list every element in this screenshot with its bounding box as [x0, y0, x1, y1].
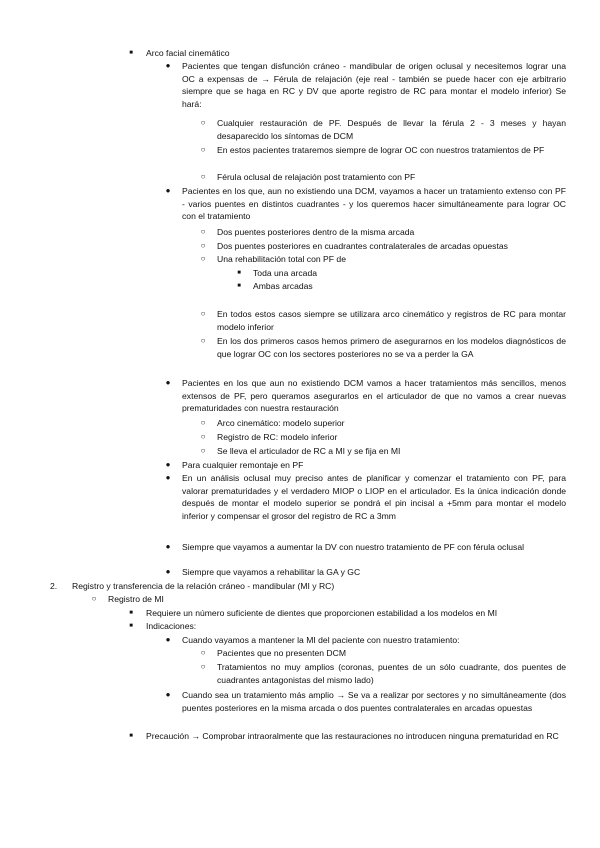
list-item-text: Cuando vayamos a mantener la MI del paciente con nuestro tratamiento: — [182, 635, 460, 645]
circle-bullet-icon: ○ — [200, 172, 206, 181]
circle-bullet-icon: ○ — [200, 662, 206, 671]
circle-bullet-icon: ○ — [200, 227, 206, 236]
circle-bullet-icon: ○ — [200, 241, 206, 250]
list-item-text: Registro de MI — [108, 594, 164, 604]
circle-bullet-icon: ○ — [200, 118, 206, 127]
list-item-text: Pacientes que tengan disfunción cráneo - mandibular de origen oclusal y necesitemos lograr una OC a expensas de → Férula de relajación (eje real - también se puede hacer con eje arbitrario siempre que se haga en RC y DV que aporte registro de RC para montar el modelo inferior) Se hará: — [182, 61, 566, 109]
square-bullet-icon: ■ — [237, 270, 241, 276]
list-item-text: Dos puentes posteriores en cuadrantes contralaterales de arcadas opuestas — [217, 241, 508, 251]
list-item-text: Cuando sea un tratamiento más amplio → Se va a realizar por sectores y no simultáneamente (dos puentes posteriores en la misma arcada o dos puentes contralaterales en arcadas opuestas — [182, 690, 566, 713]
section-number: 2. — [50, 581, 58, 591]
list-item-text: En estos pacientes trataremos siempre de lograr OC con nuestros tratamientos de PF — [217, 145, 545, 155]
bullet-icon: ● — [165, 473, 171, 482]
bullet-icon: ● — [165, 378, 171, 387]
circle-bullet-icon: ○ — [200, 432, 206, 441]
circle-bullet-icon: ○ — [91, 594, 97, 603]
list-item-text: Indicaciones: — [146, 621, 197, 631]
circle-bullet-icon: ○ — [200, 309, 206, 318]
list-item-text: Pacientes en los que aun no existiendo DCM vamos a hacer tratamientos más sencillos, menos extensos de PF, pero queramos asegurarlos en el articulador de que no vamos a crear nuevas prematuridades con nuestra restauración — [182, 378, 566, 414]
list-item-text: Siempre que vayamos a aumentar la DV con nuestro tratamiento de PF con férula oclusal — [182, 542, 525, 552]
circle-bullet-icon: ○ — [200, 336, 206, 345]
bullet-icon: ● — [165, 690, 171, 699]
square-bullet-icon: ■ — [237, 283, 241, 289]
list-item-text: En todos estos casos siempre se utilizara arco cinemático y registros de RC para montar modelo inferior — [217, 309, 566, 332]
bullet-icon: ● — [165, 186, 171, 195]
list-item-text: Precaución → Comprobar intraoralmente que las restauraciones no introducen ninguna prematuridad en RC — [146, 731, 559, 741]
list-item-text: Toda una arcada — [253, 268, 318, 278]
square-bullet-icon: ■ — [129, 50, 133, 56]
square-bullet-icon: ■ — [129, 623, 133, 629]
list-item-text: Ambas arcadas — [253, 281, 313, 291]
list-item-text: Pacientes que no presenten DCM — [217, 648, 346, 658]
bullet-icon: ● — [165, 542, 171, 551]
list-item-text: Dos puentes posteriores dentro de la misma arcada — [217, 227, 415, 237]
list-item-text: En un análisis oclusal muy preciso antes de planificar y comenzar el tratamiento con PF, para valorar prematuridades y el verdadero MIOP o LIOP en el articulador. Es la única indicación donde después de montar el modelo superior se pondrá el pin incisal a +5mm para montar el modelo inferior y compensar el grosor del registro de RC a 3mm — [182, 473, 566, 521]
circle-bullet-icon: ○ — [200, 145, 206, 154]
list-item-text: Tratamientos no muy amplios (coronas, puentes de un sólo cuadrante, dos puentes de cuadrantes antagonistas del mismo lado) — [217, 662, 566, 685]
list-item-text: Para cualquier remontaje en PF — [182, 460, 304, 470]
list-item-text: Arco facial cinemático — [146, 48, 230, 58]
square-bullet-icon: ■ — [129, 733, 133, 739]
bullet-icon: ● — [165, 61, 171, 70]
circle-bullet-icon: ○ — [200, 446, 206, 455]
list-item-text: Una rehabilitación total con PF de — [217, 254, 346, 264]
list-item-text: Pacientes en los que, aun no existiendo una DCM, vayamos a hacer un tratamiento extenso con PF - varios puentes en distintos cuadrantes - y los queremos hacer simultáneamente para lograr OC con el tratamiento — [182, 186, 566, 222]
list-item-text: Registro de RC: modelo inferior — [217, 432, 338, 442]
square-bullet-icon: ■ — [129, 610, 133, 616]
list-item-text: Se lleva el articulador de RC a MI y se fija en MI — [217, 446, 401, 456]
bullet-icon: ● — [165, 460, 171, 469]
circle-bullet-icon: ○ — [200, 418, 206, 427]
list-item-text: Arco cinemático: modelo superior — [217, 418, 345, 428]
section-heading-text: Registro y transferencia de la relación cráneo - mandibular (MI y RC) — [72, 581, 335, 591]
list-item-text: Cualquier restauración de PF. Después de llevar la férula 2 - 3 meses y hayan desaparecido los síntomas de DCM — [217, 118, 566, 141]
list-item-text: Siempre que vayamos a rehabilitar la GA y GC — [182, 567, 361, 577]
bullet-icon: ● — [165, 567, 171, 576]
list-item-text: Requiere un número suficiente de dientes que proporcionen estabilidad a los modelos en MI — [146, 608, 498, 618]
list-item-text: Férula oclusal de relajación post tratamiento con PF — [217, 172, 416, 182]
bullet-icon: ● — [165, 635, 171, 644]
circle-bullet-icon: ○ — [200, 648, 206, 657]
list-item-text: En los dos primeros casos hemos primero de asegurarnos en los modelos diagnósticos de que lograr OC con los sectores posteriores no se va a perder la GA — [217, 336, 566, 359]
circle-bullet-icon: ○ — [200, 254, 206, 263]
